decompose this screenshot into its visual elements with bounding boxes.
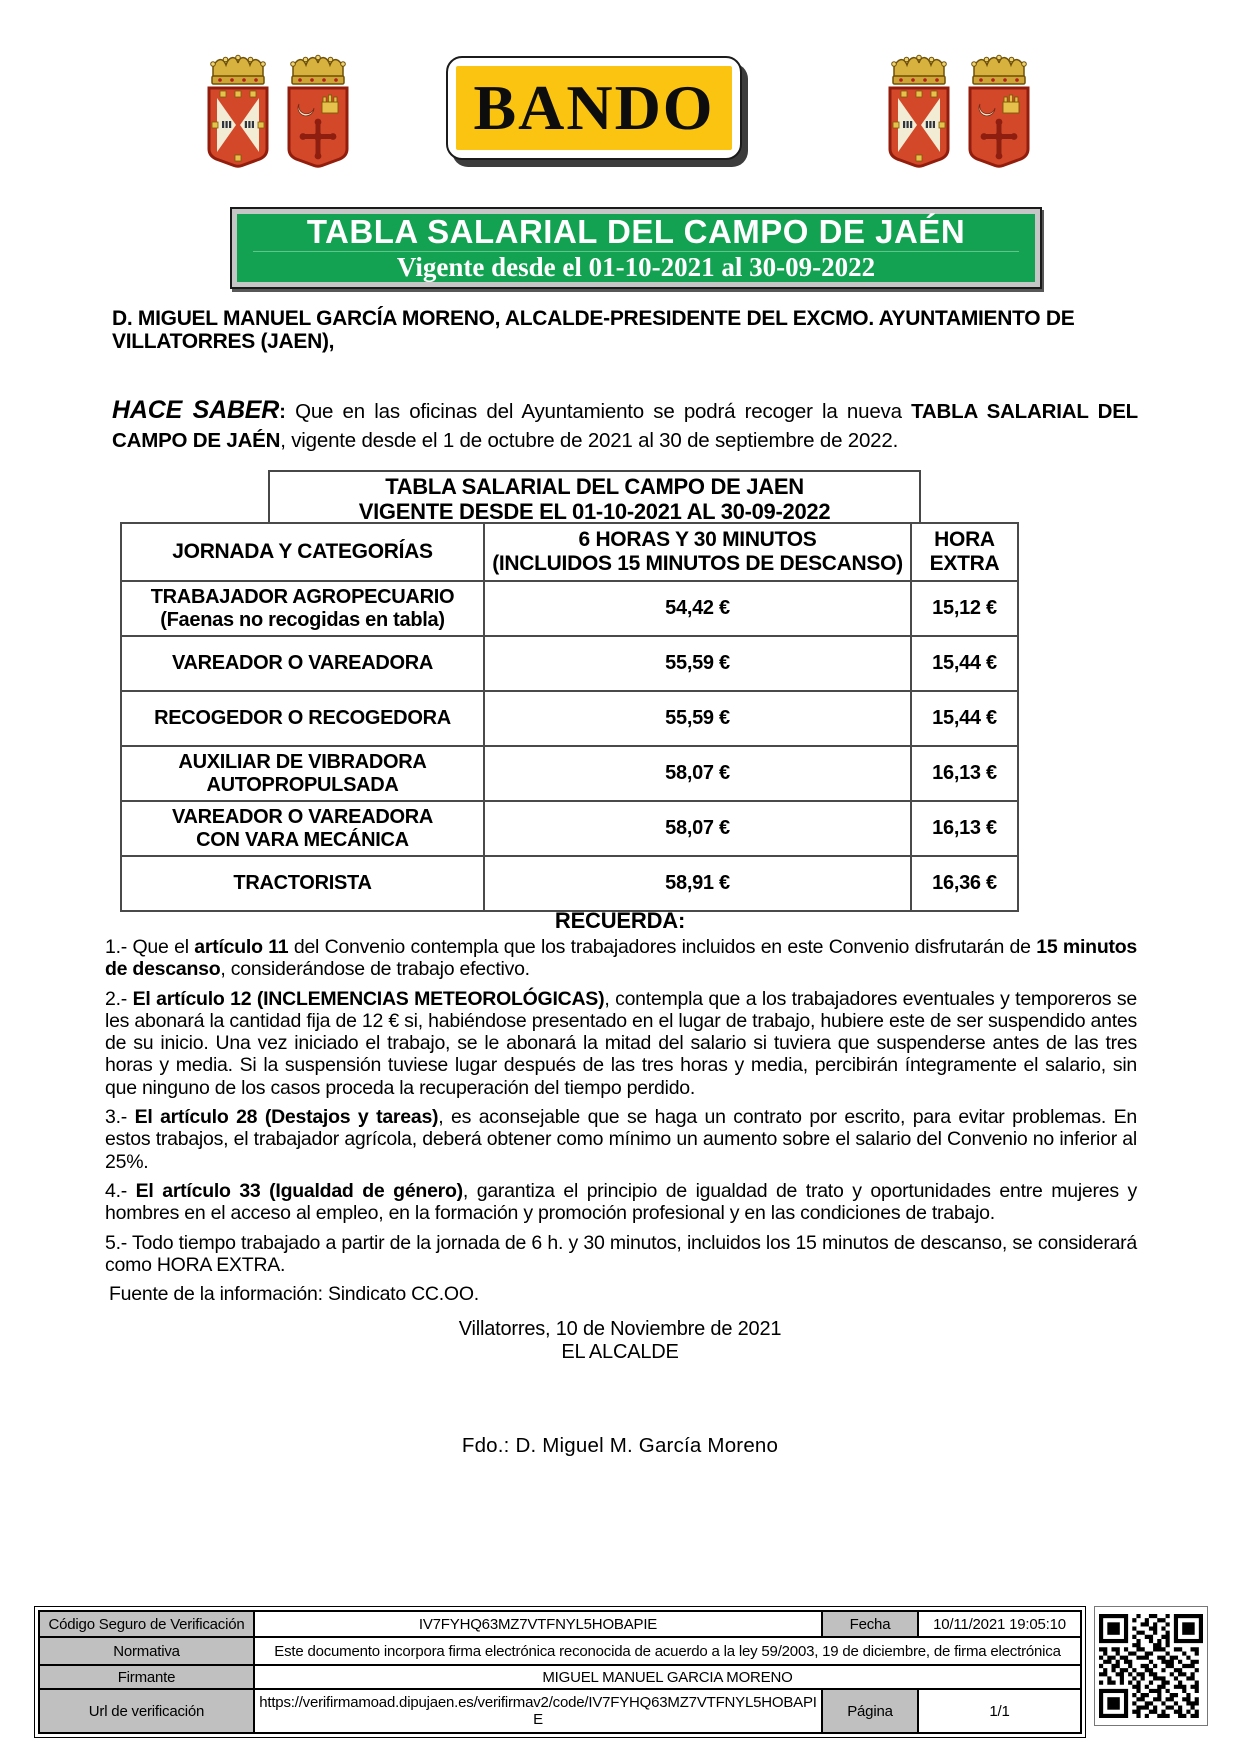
csv-label: Código Seguro de Verificación (39, 1611, 254, 1637)
hace-saber-paragraph (112, 396, 1138, 455)
place-date: Villatorres, 10 de Noviembre de 2021 (458, 1318, 782, 1340)
table-row (121, 856, 1018, 911)
salary-cell: 58,91 € (484, 856, 911, 911)
recuerda-paragraph-3 (105, 1106, 1137, 1173)
col-header-horas-line2: (INCLUIDOS 15 MINUTOS DE DESCANSO) (492, 552, 903, 575)
pagina-value: 1/1 (918, 1689, 1081, 1733)
bold-run: artículo 11 (194, 936, 289, 958)
verification-row-firmante (39, 1665, 1081, 1689)
normativa-value: Este documento incorpora firma electrónica reconocida de acuerdo a la ley 59/2003, 19 de diciembre, de firma electrónica (254, 1637, 1081, 1665)
salary-table-title (268, 470, 921, 524)
hace-saber-label: HACE SABER (112, 396, 280, 424)
category-cell: RECOGEDOR O RECOGEDORA (121, 691, 484, 746)
url-value: https://verifirmamoad.dipujaen.es/verifirmav2/code/IV7FYHQ63MZ7VTFNYL5HOBAPIE (254, 1689, 822, 1733)
salary-cell: 58,07 € (484, 746, 911, 801)
hora-extra-cell: 16,13 € (911, 801, 1018, 856)
normativa-label: Normativa (39, 1637, 254, 1665)
salary-table (120, 522, 1019, 912)
recuerda-paragraph-4 (105, 1180, 1137, 1225)
coat-of-arms-icon (964, 54, 1034, 170)
text-run: 3.- (105, 1106, 135, 1129)
closing-block (0, 1318, 1240, 1364)
bando-title-box (446, 56, 742, 160)
banner-subtitle: Vigente desde el 01-10-2021 al 30-09-2022 (253, 251, 1019, 282)
col-header-horas-line1: 6 HORAS Y 30 MINUTOS (578, 528, 817, 551)
hora-extra-cell: 15,12 € (911, 581, 1018, 636)
signature-line: Fdo.: D. Miguel M. García Moreno (461, 1434, 779, 1457)
salary-table-header-row (121, 523, 1018, 581)
bold-run: TABLA SALARIAL DEL CAMPO DE JAÉN (112, 400, 1138, 452)
text-run: , garantiza el principio de igualdad de trato y oportunidades entre mujeres y hombres en el acceso al empleo, en la formación y promoción profesional y en las condiciones de trabajo. (105, 1179, 1137, 1225)
bold-run: 15 minutos de descanso (105, 936, 1138, 981)
salary-table-title-line2: VIGENTE DESDE EL 01-10-2021 AL 30-09-2022 (358, 499, 831, 524)
verification-row-normativa (39, 1637, 1081, 1665)
table-row (121, 801, 1018, 856)
salary-cell: 55,59 € (484, 691, 911, 746)
text-run: , considerándose de trabajo efectivo. (220, 958, 530, 981)
hora-extra-cell: 15,44 € (911, 691, 1018, 746)
fecha-label: Fecha (822, 1611, 918, 1637)
category-cell: AUXILIAR DE VIBRADORA AUTOPROPULSADA (121, 746, 484, 801)
recuerda-paragraphs (105, 936, 1137, 1306)
recuerda-paragraph-1 (105, 936, 1137, 981)
source-note: Fuente de la información: Sindicato CC.OO. (109, 1283, 479, 1306)
bando-title: BANDO (473, 72, 715, 143)
category-cell: TRACTORISTA (121, 856, 484, 911)
salary-cell: 58,07 € (484, 801, 911, 856)
firmante-label: Firmante (39, 1665, 254, 1689)
csv-value: IV7FYHQ63MZ7VTFNYL5HOBAPIE (254, 1611, 822, 1637)
bando-title-inner (456, 66, 732, 150)
url-label: Url de verificación (39, 1689, 254, 1733)
col-header-extra-line2: EXTRA (929, 552, 1000, 575)
text-run: 5.- Todo tiempo trabajado a partir de la jornada de 6 h. y 30 minutos, incluidos los 15 minutos de descanso, se considerará como HORA EXTRA. (105, 1231, 1137, 1276)
firmante-value: MIGUEL MANUEL GARCIA MORENO (254, 1665, 1081, 1689)
col-header-jornada: JORNADA Y CATEGORÍAS (121, 523, 484, 581)
category-cell: VAREADOR O VAREADORA (121, 636, 484, 691)
text-run: del Convenio contempla que los trabajadores incluidos en este Convenio disfrutarán de (288, 936, 1037, 958)
signer-title: EL ALCALDE (561, 1341, 679, 1363)
verification-row-csv (39, 1611, 1081, 1637)
salary-table-title-line1: TABLA SALARIAL DEL CAMPO DE JAEN (385, 474, 804, 499)
hora-extra-cell: 15,44 € (911, 636, 1018, 691)
text-run: 1.- Que el (105, 936, 195, 958)
bold-run: El artículo 12 (INCLEMENCIAS METEOROLÓGICAS) (132, 987, 605, 1010)
col-header-hora-extra (911, 523, 1018, 581)
mayor-heading: D. MIGUEL MANUEL GARCÍA MORENO, ALCALDE-PRESIDENTE DEL EXCMO. AYUNTAMIENTO DE VILLATORRES (JAEN), (112, 307, 1075, 353)
col-header-extra-line1: HORA (934, 528, 995, 551)
coat-of-arms-icon (283, 54, 353, 170)
table-row (121, 581, 1018, 636)
verification-row-url (39, 1689, 1081, 1733)
salary-cell: 55,59 € (484, 636, 911, 691)
recuerda-heading: RECUERDA: (554, 908, 686, 933)
recuerda-paragraph-5 (105, 1232, 1137, 1277)
text-run: , es aconsejable que se haga un contrato por escrito, para evitar problemas. En estos trabajos, el trabajador agrícola, deberá obtener como mínimo un aumento sobre el salario del Convenio no inferior al 25%. (105, 1106, 1137, 1173)
pagina-label: Página (822, 1689, 918, 1733)
salary-cell: 54,42 € (484, 581, 911, 636)
verification-table (38, 1610, 1082, 1734)
recuerda-paragraph-2 (105, 988, 1137, 1099)
fecha-value: 10/11/2021 19:05:10 (918, 1611, 1081, 1637)
bold-run: El artículo 28 (Destajos y tareas) (134, 1106, 439, 1129)
coat-of-arms-icon (203, 54, 273, 170)
text-run: : (279, 400, 296, 423)
text-run: Que en las oficinas del Ayuntamiento se podrá recoger la nueva (295, 400, 912, 423)
table-row (121, 636, 1018, 691)
table-row (121, 691, 1018, 746)
text-run: , contempla que a los trabajadores eventuales y temporeros se les abonará la cantidad fija de 12 € si, habiéndose presentado en el lugar de trabajo, hubiere este de ser suspendido antes de su inicio. Una vez iniciado el trabajo, se le abonará la mitad del salario si tuviera que suspenderse antes de las tres horas y media. Si la suspensión tuviese lugar después de las tres horas y media, percibirán íntegramente el salario, sin que ninguno de los casos proceda la recuperación del tiempo perdido. (105, 987, 1137, 1099)
col-header-horas (484, 523, 911, 581)
text-run: 2.- (105, 987, 133, 1010)
hora-extra-cell: 16,36 € (911, 856, 1018, 911)
qr-code-icon (1099, 1614, 1203, 1718)
qr-code-box (1094, 1606, 1208, 1726)
verification-footer (34, 1606, 1086, 1738)
green-banner (230, 207, 1042, 289)
coat-of-arms-icon (884, 54, 954, 170)
green-banner-inner (237, 214, 1035, 282)
hora-extra-cell: 16,13 € (911, 746, 1018, 801)
table-row (121, 746, 1018, 801)
text-run: 4.- (105, 1179, 136, 1202)
text-run: , vigente desde el 1 de octubre de 2021 al 30 de septiembre de 2022. (280, 429, 899, 452)
banner-title: TABLA SALARIAL DEL CAMPO DE JAÉN (306, 213, 966, 250)
bold-run: El artículo 33 (Igualdad de género) (135, 1179, 463, 1202)
category-cell: TRABAJADOR AGROPECUARIO (Faenas no recogidas en tabla) (121, 581, 484, 636)
category-cell: VAREADOR O VAREADORA CON VARA MECÁNICA (121, 801, 484, 856)
